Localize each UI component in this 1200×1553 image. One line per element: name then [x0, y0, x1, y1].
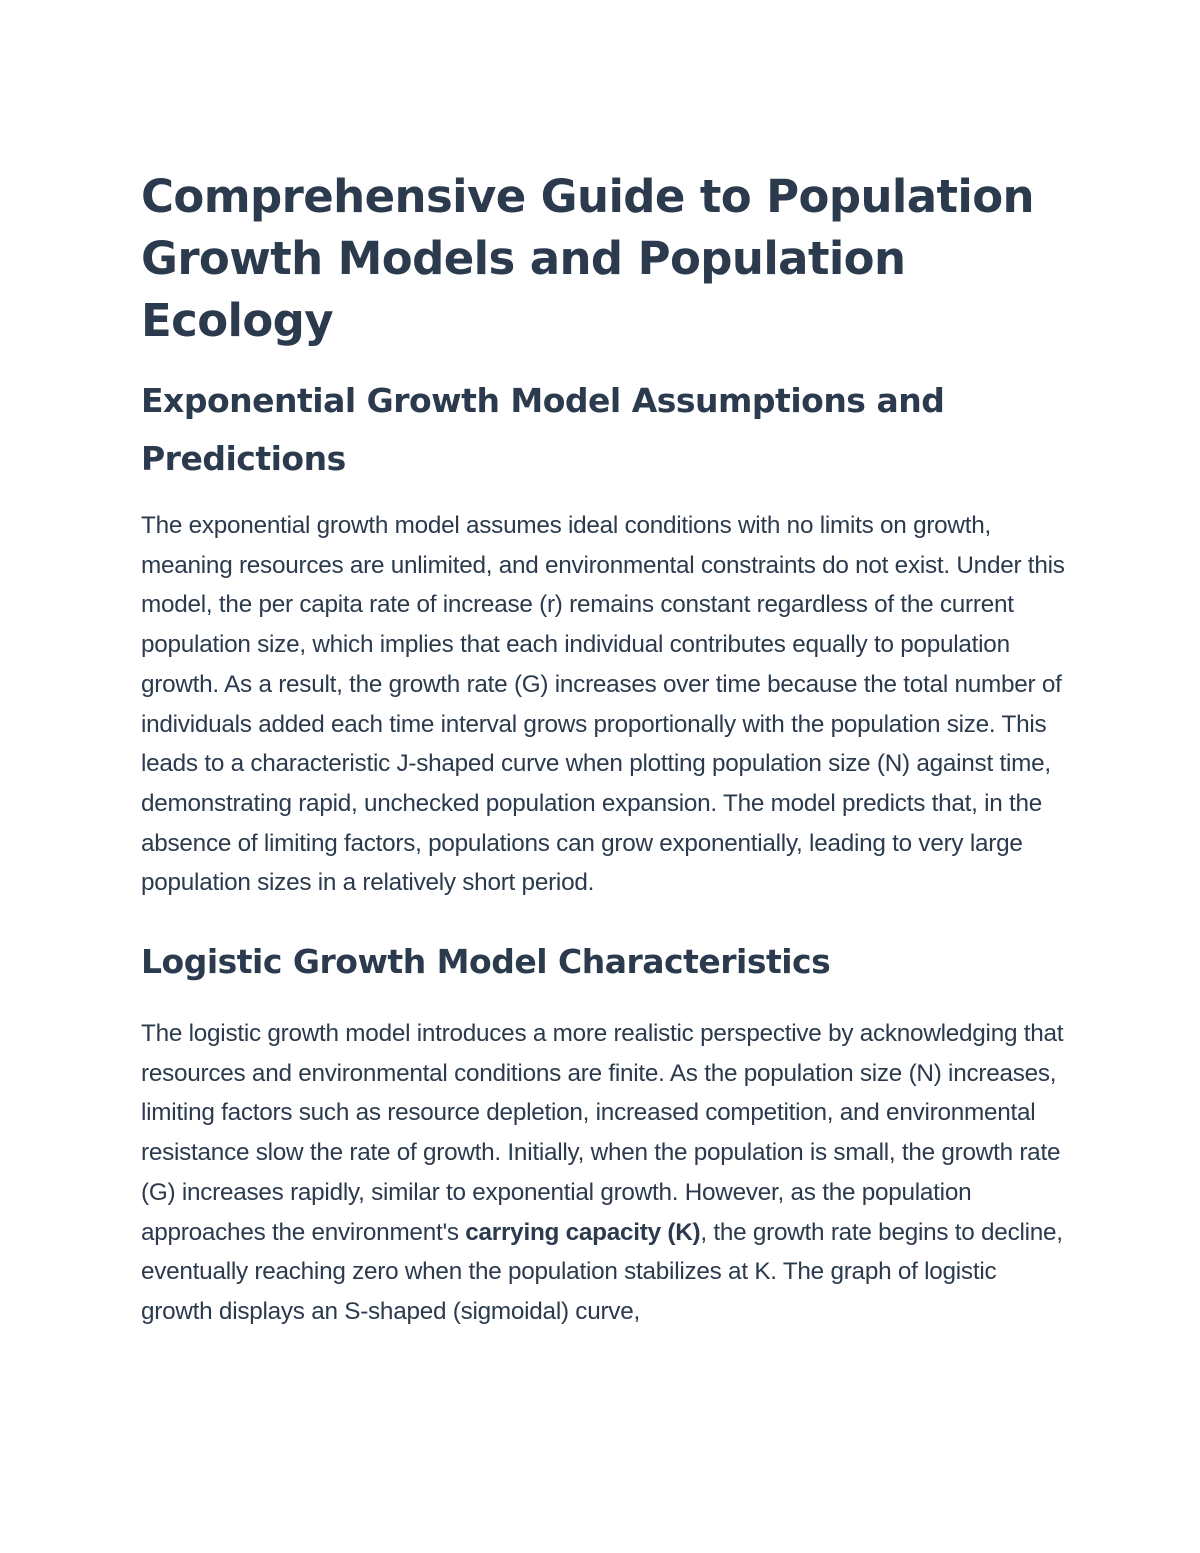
paragraph-text-after-bold: , the growth rate begins to decline, eventually reaching zero when the population stabilizes at K. The graph of logistic growth displays an S-shaped (sigmoidal) curve,: [141, 1218, 1063, 1325]
section-paragraph-exponential: The exponential growth model assumes ideal conditions with no limits on growth, meaning resources are unlimited, and environmental constraints do not exist. Under this model, the per capita rate of increase (r) remains constant regardless of the current population size, which implies that each individual contributes equally to population growth. As a result, the growth rate (G) increases over time because the total number of individuals added each time interval grows proportionally with the population size. This leads to a characteristic J-shaped curve when plotting population size (N) against time, demonstrating rapid, unchecked population expansion. The model predicts that, in the absence of limiting factors, populations can grow exponentially, leading to very large population sizes in a relatively short period.: [141, 512, 1065, 897]
document-page: [141, 166, 1066, 1332]
paragraph-text-before-bold: The logistic growth model introduces a more realistic perspective by acknowledging that resources and environmental conditions are finite. As the population size (N) increases, limiting factors such as resource depletion, increased competition, and environmental resistance slow the rate of growth. Initially, when the population is small, the growth rate (G) increases rapidly, similar to exponential growth. However, as the population approaches the environment's: [141, 1020, 1064, 1246]
section-heading-logistic: Logistic Growth Model Characteristics: [141, 942, 831, 982]
section-heading-exponential: Exponential Growth Model Assumptions and Predictions: [141, 381, 945, 478]
document-title: Comprehensive Guide to Population Growth Models and Population Ecology: [141, 170, 1034, 347]
section-paragraph-logistic: [141, 1014, 1066, 1332]
carrying-capacity-term: carrying capacity (K): [465, 1218, 701, 1246]
